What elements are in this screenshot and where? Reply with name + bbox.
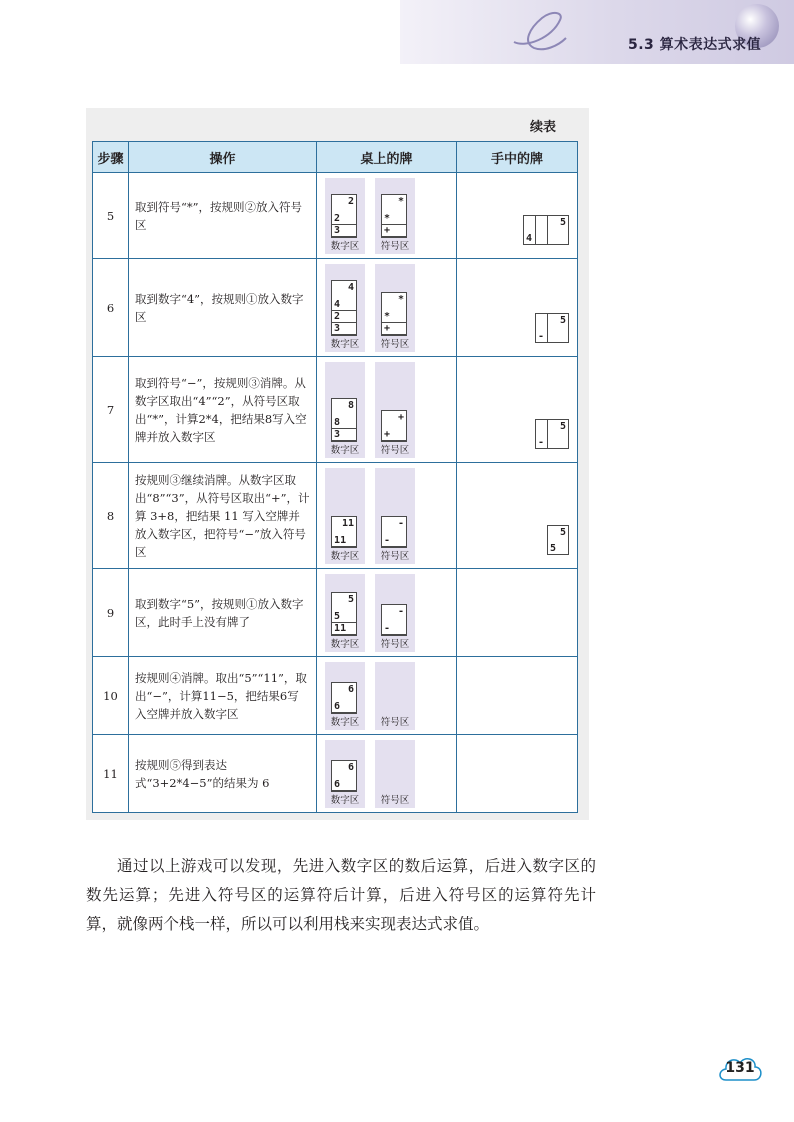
stack-entry: + xyxy=(382,323,406,335)
stack-entry: 3 xyxy=(332,225,356,237)
card-value: 6 xyxy=(348,684,355,695)
stack-entry: 2 xyxy=(332,213,356,225)
number-zone xyxy=(325,178,365,254)
operation-text: 取到符号“−”，按规则③消牌。从数字区取出“4”“2”，从符号区取出“*”，计算2*4，把结果8写入空牌并放入数字区 xyxy=(128,357,316,463)
card-value: 4 xyxy=(348,282,355,293)
number-zone xyxy=(325,740,365,808)
col-step: 步骤 xyxy=(93,142,129,173)
symbol-zone xyxy=(375,362,415,458)
table-row xyxy=(93,357,578,463)
number-zone xyxy=(325,468,365,564)
hand-card xyxy=(547,419,569,449)
table-row xyxy=(93,569,578,657)
desk-card xyxy=(331,194,357,238)
symbol-zone-label: 符号区 xyxy=(380,339,410,350)
stack-entry: 8 xyxy=(332,417,356,429)
stack-entry: 2 xyxy=(332,311,356,323)
operation-text: 取到数字“4”，按规则①放入数字区 xyxy=(128,259,316,357)
desk-card xyxy=(381,604,407,636)
step-number: 9 xyxy=(93,569,129,657)
desk-card xyxy=(381,194,407,238)
desk-cards xyxy=(317,569,457,657)
number-zone xyxy=(325,362,365,458)
desk-card xyxy=(331,280,357,336)
symbol-zone-label: 符号区 xyxy=(380,717,410,728)
continued-label: 续表 xyxy=(530,120,557,135)
stack-entry: 6 xyxy=(332,701,356,713)
stack-entry: + xyxy=(382,225,406,237)
hand-card-corner: 4 xyxy=(526,233,533,244)
symbol-zone-label: 符号区 xyxy=(380,551,410,562)
operation-text: 取到符号“*”，按规则②放入符号区 xyxy=(128,173,316,259)
desk-card xyxy=(381,516,407,548)
symbol-zone xyxy=(375,264,415,352)
table-row xyxy=(93,735,578,813)
desk-cards xyxy=(317,259,457,357)
table-row xyxy=(93,463,578,569)
hand-cards xyxy=(456,657,577,735)
number-zone-label: 数字区 xyxy=(330,339,360,350)
card-value: - xyxy=(398,606,405,617)
hand-cards xyxy=(456,569,577,657)
symbol-zone-label: 符号区 xyxy=(380,445,410,456)
stack-entry: 6 xyxy=(332,779,356,791)
header-e-logo xyxy=(508,8,568,56)
symbol-zone xyxy=(375,740,415,808)
hand-card-value: 5 xyxy=(559,421,566,432)
hand-card-corner: - xyxy=(538,331,545,342)
hand-card-corner: 5 xyxy=(550,543,557,554)
summary-paragraph: 通过以上游戏可以发现，先进入数字区的数后运算，后进入数字区的数先运算；先进入符号区的运算符后计算，后进入符号区的运算符先计算，就像两个栈一样，所以可以利用栈来实现表达式求值。 xyxy=(86,857,596,933)
symbol-zone xyxy=(375,574,415,652)
stack-entry: 11 xyxy=(332,535,356,547)
table-row xyxy=(93,259,578,357)
card-value: 5 xyxy=(348,594,355,605)
desk-cards xyxy=(317,173,457,259)
number-zone xyxy=(325,662,365,730)
hand-card-value: 5 xyxy=(559,217,566,228)
card-value: 6 xyxy=(348,762,355,773)
symbol-zone xyxy=(375,662,415,730)
step-number: 11 xyxy=(93,735,129,813)
symbol-zone xyxy=(375,468,415,564)
desk-cards xyxy=(317,735,457,813)
desk-cards xyxy=(317,463,457,569)
desk-card xyxy=(331,398,357,442)
stack-entry: 3 xyxy=(332,323,356,335)
number-zone-label: 数字区 xyxy=(330,639,360,650)
card-value: 11 xyxy=(342,518,355,529)
hand-cards xyxy=(456,357,577,463)
desk-cards xyxy=(317,357,457,463)
card-value: 8 xyxy=(348,400,355,411)
hand-card xyxy=(547,313,569,343)
stack-entry: + xyxy=(382,429,406,441)
hand-cards xyxy=(456,173,577,259)
symbol-zone-label: 符号区 xyxy=(380,639,410,650)
desk-card xyxy=(381,410,407,442)
stack-entry: * xyxy=(382,311,406,323)
card-value: * xyxy=(398,294,405,305)
stack-entry: - xyxy=(382,535,406,547)
stack-entry: 3 xyxy=(332,429,356,441)
hand-card-value: 5 xyxy=(559,527,566,538)
hand-card-corner: - xyxy=(538,437,545,448)
card-value: - xyxy=(398,518,405,529)
stack-entry: 5 xyxy=(332,611,356,623)
hand-card xyxy=(547,525,569,555)
desk-card xyxy=(331,760,357,792)
step-number: 8 xyxy=(93,463,129,569)
number-zone-label: 数字区 xyxy=(330,795,360,806)
table-row xyxy=(93,657,578,735)
symbol-zone xyxy=(375,178,415,254)
symbol-zone-label: 符号区 xyxy=(380,795,410,806)
number-zone-label: 数字区 xyxy=(330,445,360,456)
stack-entry: * xyxy=(382,213,406,225)
number-zone-label: 数字区 xyxy=(330,241,360,252)
stack-entry: 4 xyxy=(332,299,356,311)
hand-card-value: 5 xyxy=(559,315,566,326)
number-zone-label: 数字区 xyxy=(330,551,360,562)
desk-card xyxy=(331,516,357,548)
card-value: 2 xyxy=(348,196,355,207)
col-hand: 手中的牌 xyxy=(456,142,577,173)
col-desk: 桌上的牌 xyxy=(317,142,457,173)
number-zone-label: 数字区 xyxy=(330,717,360,728)
step-number: 10 xyxy=(93,657,129,735)
operation-text: 取到数字“5”，按规则①放入数字区，此时手上没有牌了 xyxy=(128,569,316,657)
steps-table xyxy=(92,141,578,813)
desk-card xyxy=(331,682,357,714)
number-zone xyxy=(325,264,365,352)
step-number: 6 xyxy=(93,259,129,357)
symbol-zone-label: 符号区 xyxy=(380,241,410,252)
section-title: 5.3 算术表达式求值 xyxy=(628,37,762,53)
table-row xyxy=(93,173,578,259)
number-zone xyxy=(325,574,365,652)
desk-card xyxy=(381,292,407,336)
hand-cards xyxy=(456,735,577,813)
step-number: 5 xyxy=(93,173,129,259)
hand-card xyxy=(547,215,569,245)
col-operation: 操作 xyxy=(128,142,316,173)
step-number: 7 xyxy=(93,357,129,463)
card-value: * xyxy=(398,196,405,207)
card-value: + xyxy=(398,412,405,423)
stack-entry: - xyxy=(382,623,406,635)
desk-cards xyxy=(317,657,457,735)
hand-cards xyxy=(456,259,577,357)
page-number: 131 xyxy=(725,1060,755,1076)
hand-cards xyxy=(456,463,577,569)
stack-entry: 11 xyxy=(332,623,356,635)
desk-card xyxy=(331,592,357,636)
operation-text: 按规则③继续消牌。从数字区取出“8”“3”，从符号区取出“+”，计算 3+8，把结果 11 写入空牌并放入数字区，把符号“−”放入符号区 xyxy=(128,463,316,569)
operation-text: 按规则④消牌。取出“5”“11”，取出“−”，计算11−5，把结果6写入空牌并放入数字区 xyxy=(128,657,316,735)
operation-text: 按规则⑤得到表达式“3+2*4−5”的结果为 6 xyxy=(128,735,316,813)
table-header-row xyxy=(93,142,578,173)
